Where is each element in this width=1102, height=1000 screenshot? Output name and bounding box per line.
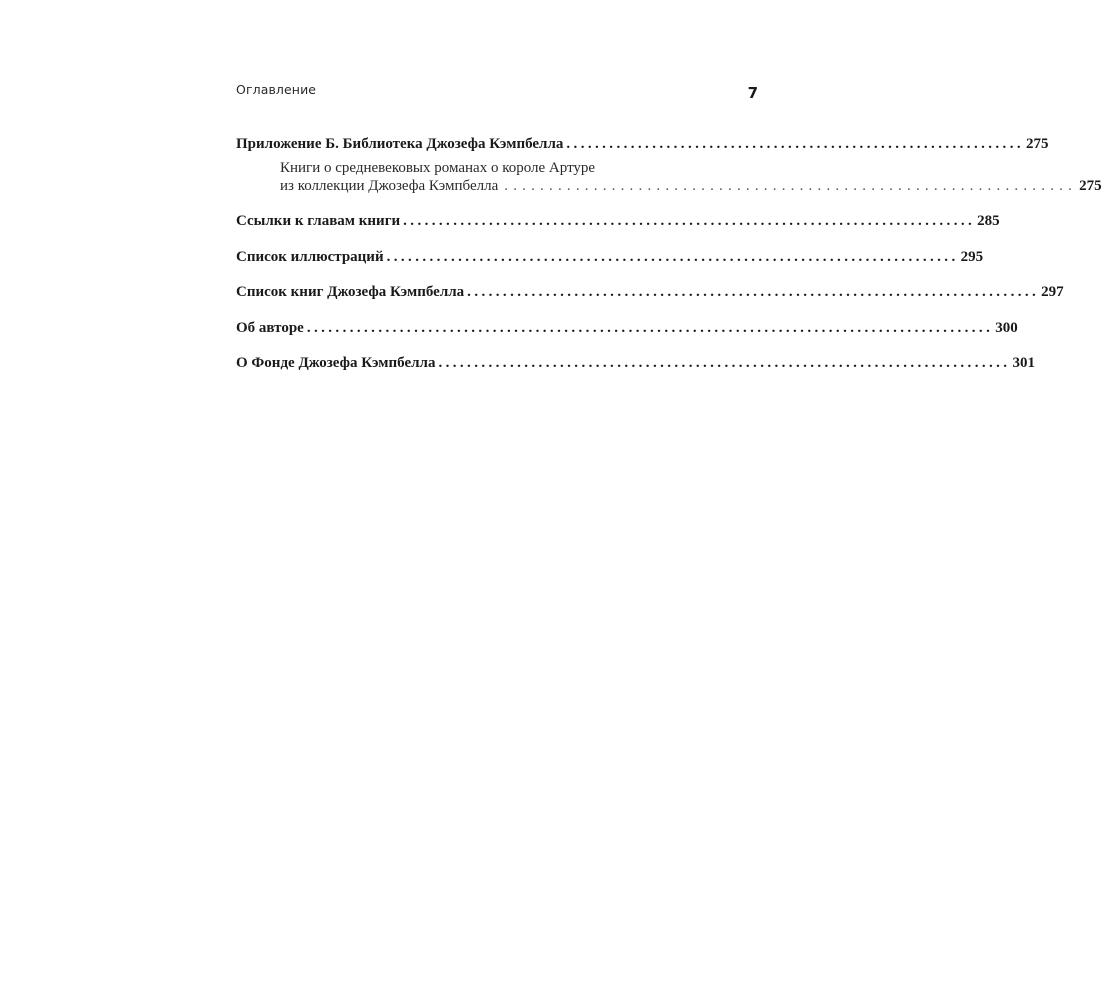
toc-entry[interactable] xyxy=(236,134,1049,154)
page-number: 7 xyxy=(747,84,758,102)
toc-subentry-line1: Книги о средневековых романах о короле Артуре xyxy=(280,160,596,176)
leader-dots: ................................................................................................ xyxy=(306,319,994,336)
toc-entry-page: 275 xyxy=(1026,136,1049,152)
toc-entry[interactable] xyxy=(236,282,1064,302)
toc-entry[interactable] xyxy=(236,353,1035,373)
toc-entry-title: Ссылки к главам книги xyxy=(236,213,401,229)
toc-entry-page: 297 xyxy=(1041,284,1064,300)
toc-entry-page: 300 xyxy=(995,319,1018,336)
toc-entry-page: 301 xyxy=(1012,355,1035,371)
toc-subentry-page: 275 xyxy=(1079,178,1102,194)
toc-entry-page: 295 xyxy=(960,248,984,265)
toc-entry[interactable] xyxy=(236,247,984,267)
toc-entry-title: О Фонде Джозефа Кэмпбелла xyxy=(236,355,436,371)
toc-subentry[interactable] xyxy=(280,159,1102,195)
toc-subentry-line2: из коллекции Джозефа Кэмпбелла xyxy=(280,178,499,194)
leader-dots: ................................................................................ xyxy=(438,355,1011,371)
toc-entry[interactable] xyxy=(236,211,1000,231)
toc-entry-page: 285 xyxy=(977,213,1000,229)
leader-dots: ................................................................................ xyxy=(467,284,1040,300)
toc-entry[interactable] xyxy=(236,318,1018,338)
running-title: Оглавление xyxy=(236,82,317,97)
leader-dots: ................................................................................ xyxy=(386,248,959,265)
toc-entry-title: Список иллюстраций xyxy=(236,248,384,265)
table-of-contents xyxy=(236,134,1102,373)
toc-entry-title: Приложение Б. Библиотека Джозефа Кэмпбелла xyxy=(236,136,564,152)
leader-dots: ................................................................ xyxy=(504,178,1078,194)
leader-dots: ................................................................ xyxy=(566,136,1024,152)
leader-dots: ................................................................................ xyxy=(403,213,976,229)
toc-entry-title: Об авторе xyxy=(236,319,304,336)
toc-entry-title: Список книг Джозефа Кэмпбелла xyxy=(236,284,465,300)
